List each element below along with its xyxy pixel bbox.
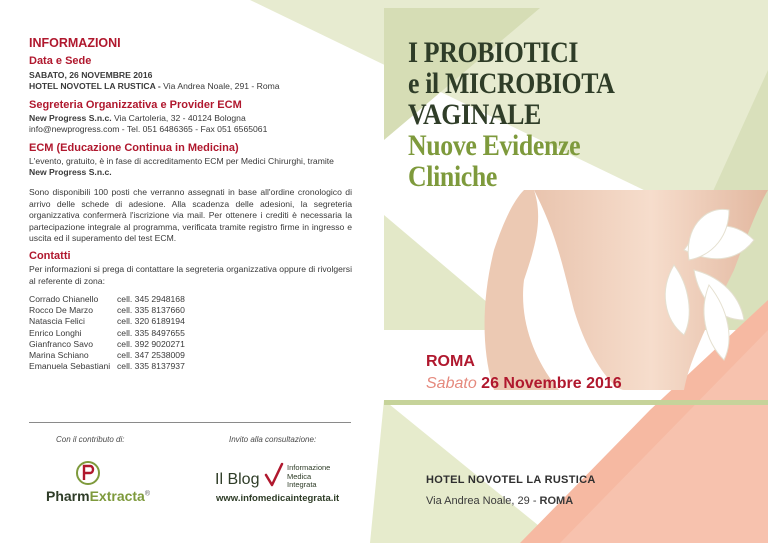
contributo-label: Con il contributo di: bbox=[56, 435, 125, 444]
contact-phone[interactable]: cell. 335 8137937 bbox=[117, 361, 185, 372]
contact-row bbox=[29, 305, 185, 316]
contact-row bbox=[29, 316, 185, 327]
event-venue bbox=[29, 81, 352, 93]
secretariat-contacts[interactable]: info@newprogress.com - Tel. 051 6486365 - Fax 051 6565061 bbox=[29, 124, 268, 134]
pharmextracta-logo-icon bbox=[76, 460, 100, 486]
ecm-company: New Progress S.n.c. bbox=[29, 167, 112, 177]
contact-name: Rocco De Marzo bbox=[29, 305, 93, 316]
contacts-table bbox=[29, 294, 185, 372]
divider-line bbox=[29, 422, 351, 423]
blog-tagline bbox=[287, 464, 330, 490]
secretariat-company: New Progress S.n.c. bbox=[29, 113, 112, 123]
sponsor-name-part1: Pharm bbox=[46, 488, 90, 504]
contact-row bbox=[29, 294, 185, 305]
blog-tag-line: Integrata bbox=[287, 480, 317, 489]
blog-tag-line: Informazione bbox=[287, 463, 331, 472]
blog-tag-line: Medica bbox=[287, 471, 312, 481]
contatti-intro: Per informazioni si prega di contattare la segreteria organizzativa oppure di rivolgersi al referente di zona: bbox=[29, 264, 352, 286]
cover-address-street: Via Andrea Noale, 29 - bbox=[426, 495, 540, 507]
subtitle-line: Nuove Evidenze bbox=[408, 129, 581, 162]
cover-accent-bar bbox=[384, 400, 768, 405]
contact-phone[interactable]: cell. 392 9020271 bbox=[117, 338, 185, 349]
subtitle-line: Cliniche bbox=[408, 160, 497, 193]
ecm-heading: ECM (Educazione Continua in Medicina) bbox=[29, 142, 239, 154]
contact-name: Emanuela Sebastiani bbox=[29, 361, 111, 372]
informazioni-heading: INFORMAZIONI bbox=[29, 36, 121, 50]
cover-title bbox=[408, 37, 692, 192]
secretariat-company-line bbox=[29, 113, 352, 125]
ecm-line1: L'evento, gratuito, è in fase di accreditamento ECM per Medici Chirurghi, tramite bbox=[29, 156, 334, 166]
title-line: e il MICROBIOTA bbox=[408, 67, 615, 100]
contact-phone[interactable]: cell. 345 2948168 bbox=[117, 294, 185, 304]
contact-name: Marina Schiano bbox=[29, 350, 89, 361]
secretariat-address: Via Cartoleria, 32 - 40124 Bologna bbox=[111, 113, 246, 123]
contact-name: Corrado Chianello bbox=[29, 294, 99, 304]
data-sede-heading: Data e Sede bbox=[29, 55, 92, 67]
registered-mark: ® bbox=[144, 490, 151, 498]
title-line: I PROBIOTICI bbox=[408, 36, 579, 69]
contact-row bbox=[29, 350, 185, 361]
contact-name: Enrico Longhi bbox=[29, 327, 82, 338]
blog-url[interactable]: www.infomedicaintegrata.it bbox=[216, 493, 340, 504]
contact-row bbox=[29, 361, 185, 372]
secretariat-heading: Segreteria Organizzativa e Provider ECM bbox=[29, 99, 242, 111]
title-line: VAGINALE bbox=[408, 98, 541, 131]
event-date: SABATO, 26 NOVEMBRE 2016 bbox=[29, 70, 153, 80]
cover-hotel: HOTEL NOVOTEL LA RUSTICA bbox=[426, 474, 596, 486]
blog-name[interactable]: Il Blog bbox=[215, 471, 260, 488]
contact-name: Natascia Felici bbox=[29, 316, 85, 327]
contact-row bbox=[29, 339, 185, 350]
cover-address bbox=[426, 495, 573, 507]
cover-address-city: ROMA bbox=[539, 495, 574, 507]
cover-date bbox=[426, 375, 622, 393]
cover-day: Sabato bbox=[426, 375, 477, 392]
venue-name: HOTEL NOVOTEL LA RUSTICA - bbox=[29, 81, 164, 91]
bg-triangle-bottom-green bbox=[370, 400, 560, 543]
contatti-heading: Contatti bbox=[29, 250, 71, 262]
ecm-paragraph: Sono disponibili 100 posti che verranno assegnati in base all'ordine cronologico di arrivo delle schede di adesione. Alla scadenza delle adesioni, la segreteria organizzativa confermerà l'iscrizione via mail. Per ottenere i crediti è necessaria la partecipazione integrale al programma, verificata tramite registro firme in ingresso e uscita ed il superamento del test ECM. bbox=[29, 187, 352, 244]
cover-city: ROMA bbox=[426, 353, 475, 370]
contact-phone[interactable]: cell. 320 6189194 bbox=[117, 316, 185, 327]
sponsor-name-part2: Extracta bbox=[89, 488, 145, 504]
contact-phone[interactable]: cell. 347 2538009 bbox=[117, 350, 185, 361]
contact-phone[interactable]: cell. 335 8497655 bbox=[117, 327, 185, 338]
invito-label: Invito alla consultazione: bbox=[229, 435, 317, 444]
contact-row bbox=[29, 328, 185, 339]
pharmextracta-logo[interactable] bbox=[46, 488, 150, 504]
contact-phone[interactable]: cell. 335 8137660 bbox=[117, 305, 185, 316]
cover-date-text: 26 Novembre 2016 bbox=[476, 375, 622, 392]
venue-address: Via Andrea Noale, 291 - Roma bbox=[163, 81, 280, 91]
contact-name: Gianfranco Savo bbox=[29, 338, 94, 349]
checkmark-icon bbox=[264, 462, 284, 488]
